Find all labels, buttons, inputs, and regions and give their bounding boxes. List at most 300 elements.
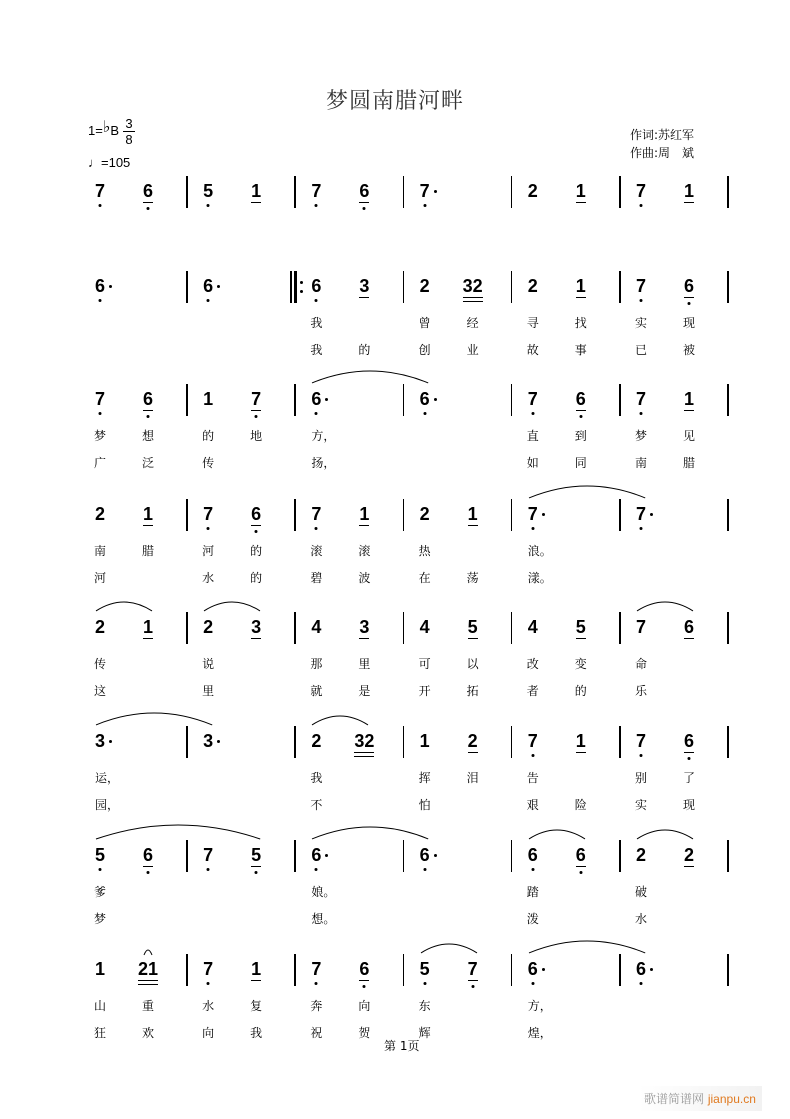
underline [468, 752, 478, 753]
underline [143, 866, 153, 867]
barline [294, 176, 296, 208]
note: 7 [203, 960, 213, 978]
lyric-char: 见 [682, 429, 696, 443]
lyric-char: 挥 [418, 771, 431, 785]
underline [576, 410, 586, 411]
lyric-char: 的 [358, 343, 371, 357]
slur [528, 829, 586, 840]
underline [684, 752, 694, 753]
barline [403, 271, 405, 303]
note: 1 [467, 504, 478, 524]
flat-sign: ♭ [102, 119, 111, 136]
slur [420, 943, 478, 954]
note: 6 [359, 960, 369, 978]
time-signature [123, 116, 135, 147]
slur [143, 949, 153, 956]
note: 3 [359, 276, 370, 296]
note: 2 [467, 731, 478, 751]
underline [463, 301, 483, 302]
lyric-char: 南 [634, 456, 648, 470]
barline [403, 612, 405, 644]
lyric-char: 狂 [93, 1026, 107, 1040]
lyric-char: 那 [310, 657, 323, 671]
note: 6 [359, 182, 369, 200]
lyric-char: 拓 [466, 684, 479, 698]
slur [636, 829, 694, 840]
low-octave-dot [423, 412, 426, 415]
low-octave-dot [207, 527, 210, 530]
slur [311, 370, 429, 384]
note: 6 [636, 960, 646, 978]
note: 2 [94, 504, 106, 524]
note: 1 [142, 617, 154, 637]
barline [511, 176, 513, 208]
note: 7 [311, 182, 321, 200]
lyric-char: 南 [93, 544, 107, 558]
key-prefix: 1= [88, 123, 103, 138]
barline [294, 954, 296, 986]
note: 2 [419, 276, 430, 296]
lyric-char: 就 [310, 684, 323, 698]
barline [186, 612, 188, 644]
lyric-char: 如 [526, 456, 539, 470]
low-octave-dot [531, 754, 534, 757]
low-octave-dot [639, 982, 642, 985]
slur [636, 601, 694, 612]
repeat-start-thick [294, 271, 297, 303]
underline [684, 297, 694, 298]
note: 7 [636, 277, 646, 295]
barline [619, 612, 621, 644]
lyric-char: 滚 [358, 544, 371, 558]
note: 7 [528, 390, 538, 408]
low-octave-dot [98, 868, 101, 871]
low-octave-dot [471, 985, 474, 988]
low-octave-dot [315, 527, 318, 530]
note: 1 [359, 504, 370, 524]
low-octave-dot [363, 985, 366, 988]
underline [251, 638, 261, 639]
underline [576, 866, 586, 867]
low-octave-dot [531, 982, 534, 985]
note: 1 [251, 181, 262, 201]
lyric-char: 泼 [526, 912, 539, 926]
note: 6 [420, 390, 430, 408]
slur [528, 485, 646, 499]
note: 6 [576, 846, 586, 864]
barline [403, 176, 405, 208]
note: 7 [203, 846, 213, 864]
note: 32 [354, 732, 374, 750]
lyric-char: 里 [358, 657, 371, 671]
barline [403, 954, 405, 986]
low-octave-dot [315, 982, 318, 985]
lyric-char: 踏 [526, 885, 539, 899]
lyric-char: 不 [310, 798, 323, 812]
barline [294, 384, 296, 416]
lyric-char: 煌， [527, 1026, 552, 1040]
underline [684, 202, 694, 203]
lyric-char: 的 [574, 684, 587, 698]
time-bottom: 8 [125, 132, 133, 147]
lyric-char: 波 [358, 571, 371, 585]
lyric-char: 别 [634, 771, 648, 785]
page-number: 第 1页 [384, 1039, 420, 1053]
barline [294, 840, 296, 872]
lyric-char: 梦 [93, 912, 107, 926]
barline [511, 954, 513, 986]
lyric-char: 这 [93, 684, 107, 698]
lyric-char: 的 [202, 429, 215, 443]
lyric-char: 现 [682, 316, 696, 330]
underline [251, 410, 261, 411]
low-octave-dot [255, 530, 258, 533]
repeat-start-thin [290, 271, 292, 303]
low-octave-dot [687, 302, 690, 305]
lyric-char: 告 [526, 771, 539, 785]
barline [619, 726, 621, 758]
lyric-char: 传 [202, 456, 215, 470]
barline [619, 499, 621, 531]
lyric-char: 山 [93, 999, 107, 1013]
barline [727, 176, 729, 208]
barline [727, 840, 729, 872]
note: 7 [636, 732, 646, 750]
augmentation-dot [650, 968, 653, 971]
lyric-char: 实 [634, 316, 648, 330]
lyric-char: 被 [682, 343, 696, 357]
lyric-char: 浪。 [527, 544, 552, 558]
note: 1 [203, 389, 214, 409]
barline [727, 499, 729, 531]
note: 7 [636, 505, 646, 523]
lyric-char: 实 [634, 798, 648, 812]
augmentation-dot [434, 398, 437, 401]
underline [359, 638, 369, 639]
note: 2 [683, 845, 695, 865]
lyric-char: 泪 [466, 771, 479, 785]
lyric-char: 在 [418, 571, 431, 585]
lyric-char: 里 [202, 684, 215, 698]
note: 1 [575, 731, 586, 751]
note: 6 [311, 846, 321, 864]
lyric-char: 到 [574, 429, 587, 443]
augmentation-dot [109, 285, 112, 288]
lyric-char: 艰 [526, 798, 539, 812]
note: 7 [251, 390, 261, 408]
lyric-char: 我 [310, 771, 323, 785]
underline [143, 410, 153, 411]
lyric-char: 荡 [466, 571, 479, 585]
low-octave-dot [146, 207, 149, 210]
lyric-char: 重 [141, 999, 155, 1013]
lyric-char: 找 [574, 316, 587, 330]
lyric-char: 是 [358, 684, 371, 698]
underline [576, 202, 586, 203]
low-octave-dot [315, 299, 318, 302]
lyric-char: 改 [526, 657, 539, 671]
note: 7 [636, 182, 646, 200]
low-octave-dot [531, 868, 534, 871]
barline [186, 726, 188, 758]
lyric-char: 曾 [418, 316, 431, 330]
augmentation-dot [542, 513, 545, 516]
low-octave-dot [207, 204, 210, 207]
barline [619, 176, 621, 208]
barline [619, 840, 621, 872]
note: 2 [203, 617, 214, 637]
note: 7 [95, 390, 105, 408]
low-octave-dot [531, 412, 534, 415]
lyric-char: 以 [466, 657, 479, 671]
lyric-char: 乐 [634, 684, 648, 698]
underline [251, 866, 261, 867]
lyric-char: 爹 [93, 885, 107, 899]
low-octave-dot [315, 412, 318, 415]
note: 1 [142, 504, 154, 524]
lyric-char: 梦 [634, 429, 648, 443]
lyric-char: 的 [250, 571, 263, 585]
lyric-char: 碧 [310, 571, 323, 585]
note: 3 [359, 617, 370, 637]
augmentation-dot [542, 968, 545, 971]
lyric-char: 可 [418, 657, 431, 671]
key-tonic: B [110, 123, 120, 138]
augmentation-dot [325, 854, 328, 857]
watermark-url: jianpu.cn [707, 1092, 756, 1106]
barline [619, 954, 621, 986]
slur [311, 715, 369, 726]
lyric-char: 想 [141, 429, 155, 443]
note: 6 [143, 390, 153, 408]
note: 7 [311, 960, 321, 978]
note: 1 [683, 181, 695, 201]
lyric-char: 经 [466, 316, 479, 330]
barline [619, 271, 621, 303]
note: 7 [468, 960, 478, 978]
note: 5 [95, 846, 105, 864]
underline [251, 525, 261, 526]
lyric-char: 河 [93, 571, 107, 585]
note: 7 [420, 182, 430, 200]
lyric-char: 地 [250, 429, 263, 443]
lyric-char: 河 [202, 544, 215, 558]
note: 4 [419, 617, 430, 637]
note: 5 [251, 846, 261, 864]
tempo-value: =105 [101, 155, 131, 170]
note: 6 [528, 846, 538, 864]
underline [359, 525, 369, 526]
underline [354, 752, 374, 753]
underline [138, 980, 158, 981]
low-octave-dot [255, 871, 258, 874]
low-octave-dot [639, 412, 642, 415]
barline [511, 499, 513, 531]
low-octave-dot [146, 415, 149, 418]
note: 6 [420, 846, 430, 864]
lyric-char: 创 [418, 343, 431, 357]
slur [95, 824, 261, 840]
lyric-char: 运， [94, 771, 120, 785]
note: 1 [94, 959, 106, 979]
repeat-dot [300, 290, 303, 293]
barline [403, 840, 405, 872]
low-octave-dot [579, 871, 582, 874]
note: 3 [95, 732, 105, 750]
watermark-site: 歌谱简谱网 [644, 1092, 705, 1106]
lyric-char: 水 [202, 999, 215, 1013]
note: 2 [635, 845, 647, 865]
lyric-char: 的 [250, 544, 263, 558]
augmentation-dot [325, 398, 328, 401]
low-octave-dot [207, 982, 210, 985]
augmentation-dot [109, 740, 112, 743]
repeat-dot [300, 281, 303, 284]
underline [468, 980, 478, 981]
lyric-char: 方， [311, 429, 336, 443]
underline [354, 756, 374, 757]
lyric-char: 广 [93, 456, 107, 470]
key-signature [88, 116, 133, 147]
note: 6 [684, 732, 694, 750]
lyric-char: 水 [634, 912, 648, 926]
barline [294, 499, 296, 531]
note: 1 [251, 959, 262, 979]
lyric-char: 向 [202, 1026, 215, 1040]
tempo-marking [88, 155, 130, 170]
lyric-char: 我 [310, 316, 323, 330]
note: 2 [419, 504, 430, 524]
underline [251, 202, 261, 203]
underline [684, 866, 694, 867]
lyric-char: 祝 [310, 1026, 323, 1040]
lyric-char: 同 [574, 456, 587, 470]
lyric-char: 梦 [93, 429, 107, 443]
lyric-char: 开 [418, 684, 431, 698]
lyric-char: 我 [310, 343, 323, 357]
underline [576, 297, 586, 298]
low-octave-dot [423, 982, 426, 985]
underline [468, 638, 478, 639]
slur [203, 601, 261, 612]
note: 6 [528, 960, 538, 978]
low-octave-dot [98, 299, 101, 302]
note: 6 [311, 390, 321, 408]
low-octave-dot [146, 871, 149, 874]
low-octave-dot [579, 415, 582, 418]
barline [511, 840, 513, 872]
low-octave-dot [98, 412, 101, 415]
barline [186, 954, 188, 986]
low-octave-dot [315, 204, 318, 207]
lyric-char: 贺 [358, 1026, 371, 1040]
barline [186, 384, 188, 416]
lyric-char: 滚 [310, 544, 323, 558]
low-octave-dot [423, 204, 426, 207]
underline [138, 984, 158, 985]
low-octave-dot [207, 868, 210, 871]
lyric-char: 怕 [418, 798, 431, 812]
lyric-char: 热 [418, 544, 431, 558]
barline [403, 499, 405, 531]
note: 6 [95, 277, 105, 295]
note: 4 [527, 617, 538, 637]
note: 32 [463, 277, 483, 295]
underline [251, 980, 261, 981]
underline [143, 525, 153, 526]
watermark-logo [638, 1086, 762, 1111]
lyric-char: 扬， [311, 456, 336, 470]
note: 6 [251, 505, 261, 523]
note: 6 [203, 277, 213, 295]
underline [143, 202, 153, 203]
lyric-char: 奔 [310, 999, 323, 1013]
lyric-char: 直 [526, 429, 539, 443]
underline [359, 297, 369, 298]
lyric-char: 说 [202, 657, 215, 671]
note: 6 [576, 390, 586, 408]
lyric-char: 变 [574, 657, 587, 671]
low-octave-dot [207, 299, 210, 302]
underline [359, 980, 369, 981]
note: 7 [636, 390, 646, 408]
barline [186, 840, 188, 872]
note: 7 [203, 505, 213, 523]
lyric-char: 泛 [141, 456, 155, 470]
note: 2 [527, 181, 538, 201]
low-octave-dot [639, 754, 642, 757]
lyric-char: 园， [94, 798, 120, 812]
note: 6 [683, 617, 695, 637]
augmentation-dot [217, 740, 220, 743]
augmentation-dot [217, 285, 220, 288]
barline [619, 384, 621, 416]
note: 5 [203, 182, 213, 200]
underline [143, 638, 153, 639]
note: 3 [251, 617, 262, 637]
low-octave-dot [639, 204, 642, 207]
lyric-char: 漾。 [527, 571, 552, 585]
barline [511, 271, 513, 303]
underline [468, 525, 478, 526]
low-octave-dot [423, 868, 426, 871]
note: 4 [311, 617, 322, 637]
lyric-char: 欢 [141, 1026, 155, 1040]
note: 7 [528, 505, 538, 523]
note: 5 [575, 617, 586, 637]
low-octave-dot [363, 207, 366, 210]
barline [294, 612, 296, 644]
lyric-char: 腊 [141, 544, 155, 558]
composer-credit: 作曲:周 斌 [630, 146, 695, 160]
lyric-char: 险 [574, 798, 587, 812]
lyric-char: 破 [634, 885, 648, 899]
lyric-char: 业 [466, 343, 479, 357]
low-octave-dot [639, 299, 642, 302]
slur [528, 940, 646, 954]
barline [727, 384, 729, 416]
barline [186, 271, 188, 303]
barline [727, 612, 729, 644]
note: 2 [527, 276, 538, 296]
lyric-char: 传 [93, 657, 107, 671]
note: 1 [575, 181, 586, 201]
lyric-char: 现 [682, 798, 696, 812]
barline [403, 384, 405, 416]
quarter-note-icon: ♩ [88, 155, 101, 170]
lyric-char: 故 [526, 343, 539, 357]
lyric-char: 辉 [418, 1026, 431, 1040]
